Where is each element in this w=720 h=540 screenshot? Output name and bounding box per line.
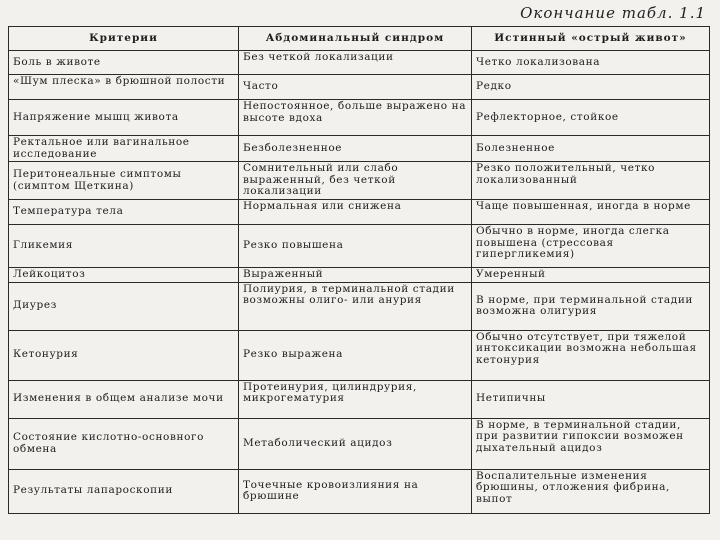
acute-cell: Чаще повышенная, иногда в норме [472,200,710,225]
header-abdominal-syndrome: Абдоминальный синдром [239,27,472,51]
abdominal-cell: Метаболический ацидоз [239,418,472,469]
abdominal-cell: Непостоянное, больше выражено на высоте вдоха [239,100,472,136]
header-true-acute-abdomen: Истинный «острый живот» [472,27,710,51]
criterion-cell: Состояние кислотно-основного обмена [9,418,239,469]
acute-cell: Воспалительные изменения брюшины, отложения фибрина, выпот [472,469,710,513]
header-criteria: Критерии [9,27,239,51]
criterion-cell: Кетонурия [9,330,239,380]
criterion-cell: «Шум плеска» в брюшной полости [9,75,239,100]
criterion-cell: Изменения в общем анализе мочи [9,380,239,418]
table-row [9,225,710,268]
criterion-cell: Лейкоцитоз [9,268,239,283]
table-row [9,136,710,162]
criteria-table [8,26,710,514]
acute-cell: Резко положительный, четко локализованный [472,162,710,200]
abdominal-cell: Нормальная или снижена [239,200,472,225]
table-row [9,380,710,418]
acute-cell: Нетипичны [472,380,710,418]
acute-cell: Болезненное [472,136,710,162]
table-row [9,51,710,75]
table-row [9,75,710,100]
criterion-cell: Перитонеальные симптомы (симптом Щеткина) [9,162,239,200]
criterion-cell: Боль в животе [9,51,239,75]
acute-cell: В норме, в терминальной стадии, при развитии гипоксии возможен дыхательный ацидоз [472,418,710,469]
acute-cell: Рефлекторное, стойкое [472,100,710,136]
criterion-cell: Результаты лапароскопии [9,469,239,513]
table-row [9,162,710,200]
table-row [9,200,710,225]
abdominal-cell: Протеинурия, цилиндрурия, микрогематурия [239,380,472,418]
criterion-cell: Диурез [9,282,239,330]
table-row [9,330,710,380]
table-row [9,469,710,513]
criterion-cell: Гликемия [9,225,239,268]
table-row [9,418,710,469]
abdominal-cell: Точечные кровоизлияния на брюшине [239,469,472,513]
table-row [9,100,710,136]
abdominal-cell: Резко повышена [239,225,472,268]
table-row [9,282,710,330]
abdominal-cell: Полиурия, в терминальной стадии возможны олиго- или анурия [239,282,472,330]
abdominal-cell: Часто [239,75,472,100]
abdominal-cell: Выраженный [239,268,472,283]
abdominal-cell: Резко выражена [239,330,472,380]
acute-cell: Обычно в норме, иногда слегка повышена (стрессовая гипергликемия) [472,225,710,268]
acute-cell: Умеренный [472,268,710,283]
abdominal-cell: Без четкой локализации [239,51,472,75]
abdominal-cell: Сомнительный или слабо выраженный, без четкой локализации [239,162,472,200]
acute-cell: В норме, при терминальной стадии возможна олигурия [472,282,710,330]
table-row [9,268,710,283]
table-header-row [9,27,710,51]
criterion-cell: Напряжение мышц живота [9,100,239,136]
acute-cell: Обычно отсутствует, при тяжелой интоксикации возможна небольшая кетонурия [472,330,710,380]
acute-cell: Редко [472,75,710,100]
acute-cell: Четко локализована [472,51,710,75]
abdominal-cell: Безболезненное [239,136,472,162]
criterion-cell: Температура тела [9,200,239,225]
table-caption: Окончание табл. 1.1 [520,4,706,22]
criterion-cell: Ректальное или вагинальное исследование [9,136,239,162]
